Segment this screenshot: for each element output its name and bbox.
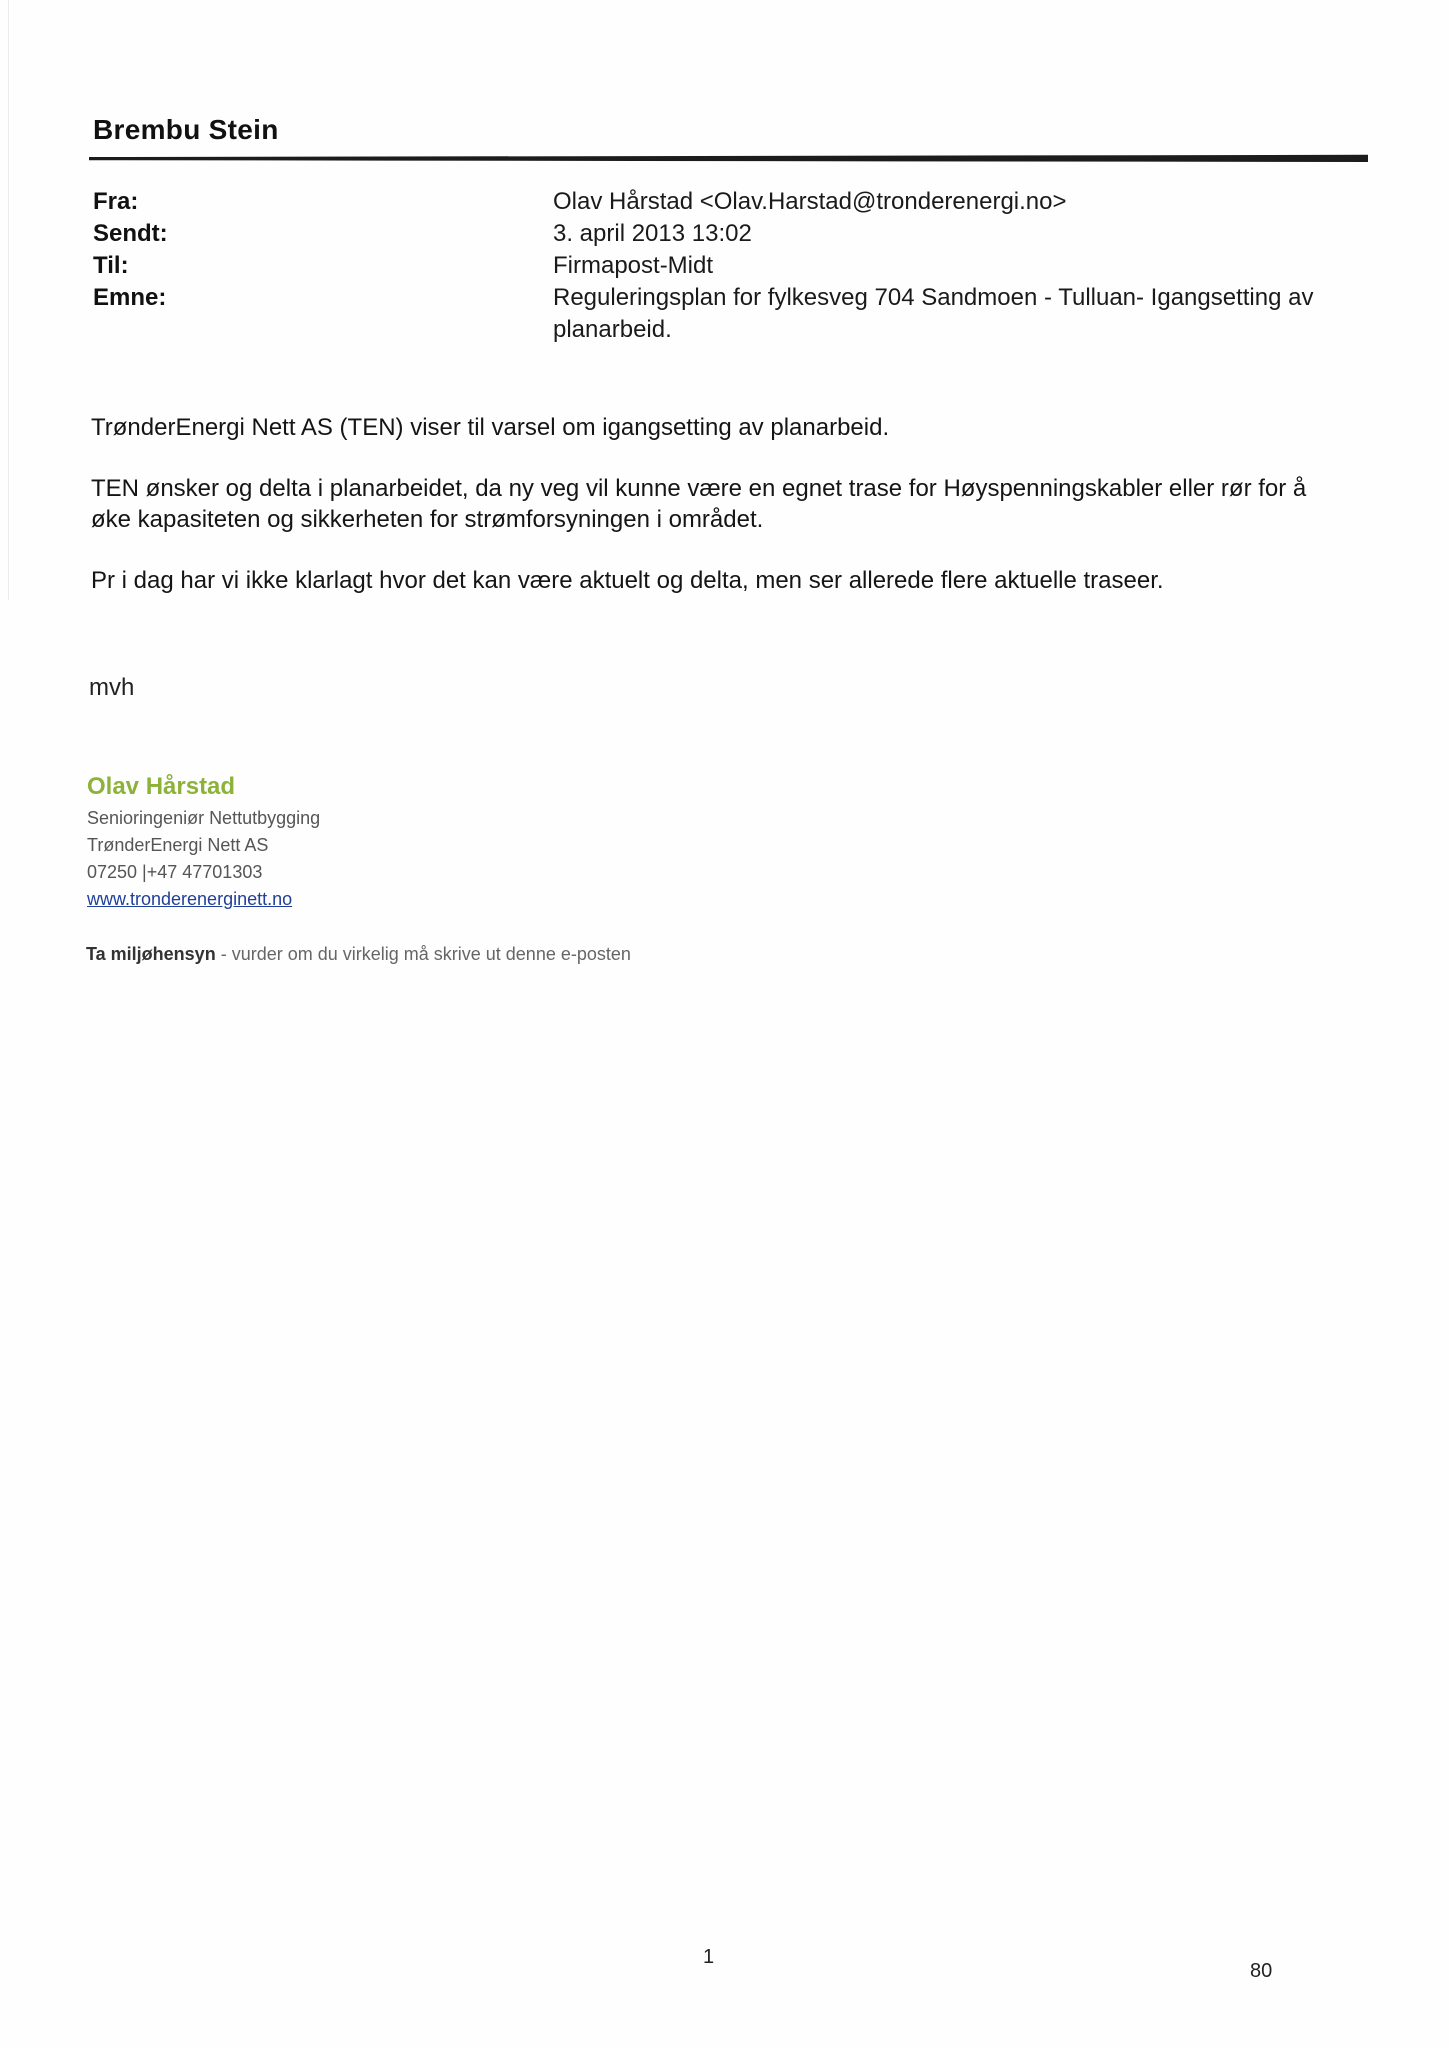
email-signature: [87, 773, 787, 913]
from-label: Fra:: [93, 188, 139, 215]
meta-row-to: [93, 250, 1323, 282]
signature-title: Senioringeniør Nettutbygging: [87, 808, 321, 828]
mailbox-name: Brembu Stein: [93, 114, 279, 145]
eco-notice-text: - vurder om du virkelig må skrive ut denne e-posten: [215, 944, 631, 964]
to-value: Firmapost-Midt: [553, 252, 714, 279]
sent-label: Sendt:: [93, 220, 168, 247]
from-value: Olav Hårstad <Olav.Harstad@tronderenergi.no>: [553, 188, 1067, 215]
signature-company: TrønderEnergi Nett AS: [87, 835, 269, 855]
subject-value: Reguleringsplan for fylkesveg 704 Sandmoen - Tulluan- Igangsetting av planarbeid.: [553, 284, 1314, 343]
body-paragraph: TEN ønsker og delta i planarbeidet, da ny veg vil kunne være en egnet trase for Høyspenningskabler eller rør for å øke kapasiteten og sikkerheten for strømforsyningen i området.: [91, 475, 1307, 533]
document-number: 80: [1250, 1960, 1273, 1982]
meta-row-sent: [93, 218, 1323, 250]
body-paragraph: Pr i dag har vi ikke klarlagt hvor det kan være aktuelt og delta, men ser allerede flere aktuelle traseer.: [91, 567, 1164, 594]
signature-website-link[interactable]: www.tronderenerginett.no: [87, 889, 293, 909]
sent-value: 3. april 2013 13:02: [553, 220, 752, 247]
signoff: mvh: [89, 674, 135, 701]
header-rule: [89, 153, 1368, 162]
page-number: 1: [703, 1946, 715, 1968]
to-label: Til:: [93, 252, 129, 279]
subject-label: Emne:: [93, 284, 167, 311]
email-metadata: [93, 186, 1323, 346]
signature-phone: 07250 |+47 47701303: [87, 862, 263, 882]
email-body: [91, 412, 1341, 626]
meta-row-subject: [93, 282, 1323, 346]
meta-row-from: [93, 186, 1323, 218]
scan-edge-line: [8, 0, 9, 600]
body-paragraph: TrønderEnergi Nett AS (TEN) viser til varsel om igangsetting av planarbeid.: [91, 414, 890, 441]
eco-notice: [86, 944, 631, 965]
eco-notice-bold: Ta miljøhensyn: [86, 944, 216, 964]
signature-name: Olav Hårstad: [87, 773, 236, 800]
